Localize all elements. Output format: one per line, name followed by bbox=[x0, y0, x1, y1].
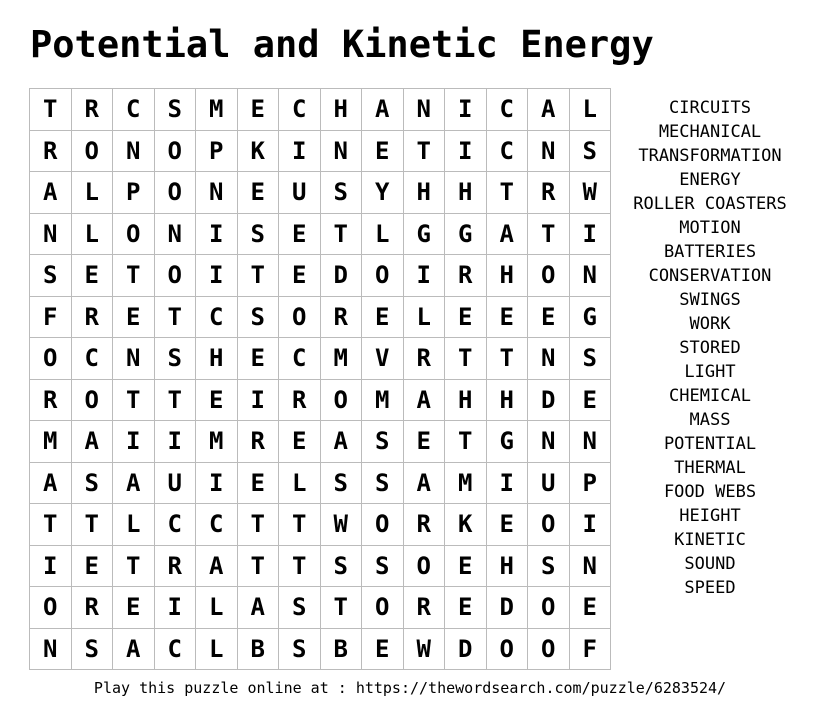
puzzle-title: Potential and Kinetic Energy bbox=[30, 23, 654, 66]
grid-cell[interactable]: E bbox=[238, 338, 280, 380]
grid-cell[interactable]: N bbox=[528, 131, 570, 173]
grid-cell[interactable]: E bbox=[445, 546, 487, 588]
grid-cell[interactable]: T bbox=[30, 504, 72, 546]
grid-cell[interactable]: U bbox=[155, 463, 197, 505]
grid-cell[interactable]: S bbox=[528, 546, 570, 588]
grid-cell[interactable]: H bbox=[487, 255, 529, 297]
grid-cell[interactable]: U bbox=[528, 463, 570, 505]
grid-cell[interactable]: N bbox=[196, 172, 238, 214]
grid-cell[interactable]: C bbox=[196, 504, 238, 546]
grid-cell[interactable]: S bbox=[30, 255, 72, 297]
grid-cell[interactable]: E bbox=[487, 297, 529, 339]
grid-cell[interactable]: O bbox=[528, 629, 570, 671]
letter-grid bbox=[29, 88, 611, 670]
grid-cell[interactable]: N bbox=[404, 89, 446, 131]
grid-cell[interactable]: T bbox=[72, 504, 114, 546]
grid-cell[interactable]: S bbox=[570, 338, 612, 380]
grid-cell[interactable]: I bbox=[487, 463, 529, 505]
grid-cell[interactable]: C bbox=[196, 297, 238, 339]
grid-cell[interactable]: D bbox=[528, 380, 570, 422]
grid-cell[interactable]: S bbox=[238, 214, 280, 256]
grid-cell[interactable]: I bbox=[238, 380, 280, 422]
grid-cell[interactable]: A bbox=[30, 172, 72, 214]
grid-cell[interactable]: N bbox=[113, 131, 155, 173]
grid-cell[interactable]: E bbox=[196, 380, 238, 422]
grid-cell[interactable]: H bbox=[445, 172, 487, 214]
word-list-item: FOOD WEBS bbox=[663, 482, 757, 502]
grid-cell[interactable]: E bbox=[570, 380, 612, 422]
grid-cell[interactable]: A bbox=[30, 463, 72, 505]
grid-cell[interactable]: T bbox=[487, 172, 529, 214]
grid-cell[interactable]: G bbox=[487, 421, 529, 463]
grid-cell[interactable]: K bbox=[445, 504, 487, 546]
grid-cell[interactable]: L bbox=[72, 214, 114, 256]
grid-cell[interactable]: T bbox=[321, 214, 363, 256]
grid-cell[interactable]: A bbox=[321, 421, 363, 463]
word-list-item: MECHANICAL bbox=[658, 122, 762, 142]
word-list-item: HEIGHT bbox=[679, 506, 741, 526]
grid-cell[interactable]: I bbox=[196, 255, 238, 297]
grid-cell[interactable]: M bbox=[362, 380, 404, 422]
word-list-item: POTENTIAL bbox=[663, 434, 757, 454]
grid-cell[interactable]: V bbox=[362, 338, 404, 380]
word-list-item: ROLLER COASTERS bbox=[633, 194, 787, 214]
grid-cell[interactable]: O bbox=[362, 504, 404, 546]
word-list-item: CHEMICAL bbox=[669, 386, 751, 406]
grid-cell[interactable]: G bbox=[570, 297, 612, 339]
grid-cell[interactable]: S bbox=[238, 297, 280, 339]
grid-cell[interactable]: C bbox=[155, 504, 197, 546]
word-list-item: KINETIC bbox=[674, 530, 746, 550]
grid-cell[interactable]: H bbox=[196, 338, 238, 380]
grid-cell[interactable]: W bbox=[321, 504, 363, 546]
grid-cell[interactable]: R bbox=[404, 504, 446, 546]
grid-cell[interactable]: A bbox=[238, 587, 280, 629]
grid-cell[interactable]: E bbox=[279, 421, 321, 463]
grid-cell[interactable]: C bbox=[487, 131, 529, 173]
grid-cell[interactable]: T bbox=[30, 89, 72, 131]
grid-cell[interactable]: T bbox=[487, 338, 529, 380]
grid-cell[interactable]: S bbox=[321, 546, 363, 588]
grid-cell[interactable]: T bbox=[113, 546, 155, 588]
grid-cell[interactable]: I bbox=[155, 587, 197, 629]
grid-cell[interactable]: A bbox=[113, 463, 155, 505]
grid-cell[interactable]: M bbox=[30, 421, 72, 463]
grid-cell[interactable]: W bbox=[570, 172, 612, 214]
grid-cell[interactable]: N bbox=[113, 338, 155, 380]
grid-cell[interactable]: R bbox=[30, 380, 72, 422]
grid-cell[interactable]: O bbox=[321, 380, 363, 422]
grid-cell[interactable]: T bbox=[404, 131, 446, 173]
grid-cell[interactable]: O bbox=[528, 504, 570, 546]
grid-cell[interactable]: F bbox=[30, 297, 72, 339]
grid-cell[interactable]: T bbox=[528, 214, 570, 256]
grid-cell[interactable]: O bbox=[155, 172, 197, 214]
grid-cell[interactable]: N bbox=[321, 131, 363, 173]
grid-cell[interactable]: T bbox=[238, 504, 280, 546]
word-list-item: SWINGS bbox=[679, 290, 741, 310]
grid-cell[interactable]: C bbox=[155, 629, 197, 671]
word-list-item: SPEED bbox=[684, 578, 736, 598]
grid-cell[interactable]: C bbox=[487, 89, 529, 131]
grid-cell[interactable]: R bbox=[404, 587, 446, 629]
grid-cell[interactable]: K bbox=[238, 131, 280, 173]
grid-cell[interactable]: Y bbox=[362, 172, 404, 214]
grid-cell[interactable]: E bbox=[404, 421, 446, 463]
grid-cell[interactable]: S bbox=[279, 629, 321, 671]
grid-cell[interactable]: E bbox=[528, 297, 570, 339]
grid-cell[interactable]: N bbox=[30, 629, 72, 671]
grid-cell[interactable]: T bbox=[113, 255, 155, 297]
grid-cell[interactable]: N bbox=[528, 421, 570, 463]
grid-cell[interactable]: G bbox=[445, 214, 487, 256]
grid-cell[interactable]: R bbox=[404, 338, 446, 380]
word-list-item: TRANSFORMATION bbox=[638, 146, 782, 166]
grid-cell[interactable]: T bbox=[113, 380, 155, 422]
word-list-item: MOTION bbox=[679, 218, 741, 238]
grid-cell[interactable]: S bbox=[155, 89, 197, 131]
grid-cell[interactable]: M bbox=[321, 338, 363, 380]
grid-cell[interactable]: L bbox=[72, 172, 114, 214]
grid-cell[interactable]: I bbox=[404, 255, 446, 297]
grid-cell[interactable]: B bbox=[321, 629, 363, 671]
grid-cell[interactable]: R bbox=[155, 546, 197, 588]
grid-cell[interactable]: M bbox=[196, 421, 238, 463]
grid-cell[interactable]: A bbox=[113, 629, 155, 671]
grid-cell[interactable]: O bbox=[155, 131, 197, 173]
word-list-item: CIRCUITS bbox=[669, 98, 751, 118]
grid-cell[interactable]: S bbox=[362, 421, 404, 463]
grid-cell[interactable]: H bbox=[445, 380, 487, 422]
grid-cell[interactable]: C bbox=[113, 89, 155, 131]
grid-cell[interactable]: L bbox=[570, 89, 612, 131]
grid-cell[interactable]: R bbox=[72, 89, 114, 131]
grid-cell[interactable]: E bbox=[445, 297, 487, 339]
grid-cell[interactable]: O bbox=[30, 587, 72, 629]
grid-cell[interactable]: A bbox=[487, 214, 529, 256]
grid-cell[interactable]: N bbox=[570, 255, 612, 297]
grid-cell[interactable]: S bbox=[72, 463, 114, 505]
grid-cell[interactable]: I bbox=[113, 421, 155, 463]
grid-cell[interactable]: N bbox=[155, 214, 197, 256]
grid-cell[interactable]: O bbox=[113, 214, 155, 256]
grid-cell[interactable]: S bbox=[155, 338, 197, 380]
grid-cell[interactable]: R bbox=[528, 172, 570, 214]
grid-cell[interactable]: I bbox=[279, 131, 321, 173]
grid-cell[interactable]: T bbox=[445, 421, 487, 463]
grid-cell[interactable]: P bbox=[113, 172, 155, 214]
word-list-item: THERMAL bbox=[674, 458, 746, 478]
word-list-item: BATTERIES bbox=[663, 242, 757, 262]
grid-cell[interactable]: O bbox=[528, 255, 570, 297]
word-list-item: STORED bbox=[679, 338, 741, 358]
grid-cell[interactable]: I bbox=[570, 214, 612, 256]
grid-cell[interactable]: A bbox=[196, 546, 238, 588]
grid-cell[interactable]: L bbox=[113, 504, 155, 546]
grid-cell[interactable]: A bbox=[404, 463, 446, 505]
grid-cell[interactable]: H bbox=[487, 546, 529, 588]
grid-cell[interactable]: O bbox=[279, 297, 321, 339]
grid-cell[interactable]: A bbox=[404, 380, 446, 422]
grid-cell[interactable]: H bbox=[404, 172, 446, 214]
grid-cell[interactable]: O bbox=[487, 629, 529, 671]
grid-cell[interactable]: T bbox=[238, 546, 280, 588]
grid-cell[interactable]: R bbox=[279, 380, 321, 422]
grid-cell[interactable]: I bbox=[570, 504, 612, 546]
grid-cell[interactable]: F bbox=[570, 629, 612, 671]
grid-cell[interactable]: L bbox=[196, 629, 238, 671]
grid-cell[interactable]: A bbox=[362, 89, 404, 131]
grid-cell[interactable]: L bbox=[196, 587, 238, 629]
grid-cell[interactable]: S bbox=[72, 629, 114, 671]
grid-cell[interactable]: N bbox=[528, 338, 570, 380]
grid-cell[interactable]: A bbox=[528, 89, 570, 131]
grid-cell[interactable]: E bbox=[362, 629, 404, 671]
grid-cell[interactable]: O bbox=[528, 587, 570, 629]
grid-cell[interactable]: E bbox=[238, 172, 280, 214]
grid-cell[interactable]: I bbox=[30, 546, 72, 588]
grid-cell[interactable]: O bbox=[362, 255, 404, 297]
word-list-item: CONSERVATION bbox=[648, 266, 772, 286]
grid-cell[interactable]: C bbox=[279, 338, 321, 380]
grid-cell[interactable]: S bbox=[570, 131, 612, 173]
grid-cell[interactable]: S bbox=[321, 463, 363, 505]
grid-cell[interactable]: I bbox=[196, 463, 238, 505]
grid-cell[interactable]: I bbox=[196, 214, 238, 256]
grid-cell[interactable]: E bbox=[487, 504, 529, 546]
grid-cell[interactable]: H bbox=[321, 89, 363, 131]
grid-cell[interactable]: O bbox=[72, 131, 114, 173]
word-list-item: ENERGY bbox=[679, 170, 741, 190]
grid-cell[interactable]: E bbox=[362, 131, 404, 173]
grid-cell[interactable]: E bbox=[570, 587, 612, 629]
grid-cell[interactable]: O bbox=[72, 380, 114, 422]
grid-cell[interactable]: A bbox=[72, 421, 114, 463]
grid-cell[interactable]: R bbox=[321, 297, 363, 339]
grid-cell[interactable]: R bbox=[72, 297, 114, 339]
grid-cell[interactable]: O bbox=[404, 546, 446, 588]
grid-cell[interactable]: C bbox=[279, 89, 321, 131]
grid-cell[interactable]: T bbox=[445, 338, 487, 380]
grid-cell[interactable]: T bbox=[155, 297, 197, 339]
word-list-item: WORK bbox=[689, 314, 731, 334]
grid-cell[interactable]: L bbox=[404, 297, 446, 339]
grid-cell[interactable]: O bbox=[155, 255, 197, 297]
grid-cell[interactable]: D bbox=[321, 255, 363, 297]
word-list-item: MASS bbox=[689, 410, 731, 430]
grid-cell[interactable]: E bbox=[113, 297, 155, 339]
grid-cell[interactable]: T bbox=[155, 380, 197, 422]
grid-cell[interactable]: E bbox=[238, 89, 280, 131]
grid-cell[interactable]: S bbox=[279, 587, 321, 629]
grid-cell[interactable]: M bbox=[196, 89, 238, 131]
grid-cell[interactable]: E bbox=[279, 255, 321, 297]
grid-cell[interactable]: T bbox=[238, 255, 280, 297]
grid-cell[interactable]: O bbox=[30, 338, 72, 380]
grid-cell[interactable]: R bbox=[445, 255, 487, 297]
grid-cell[interactable]: I bbox=[445, 131, 487, 173]
grid-cell[interactable]: I bbox=[155, 421, 197, 463]
grid-cell[interactable]: N bbox=[30, 214, 72, 256]
grid-cell[interactable]: O bbox=[362, 587, 404, 629]
grid-cell[interactable]: R bbox=[238, 421, 280, 463]
grid-cell[interactable]: E bbox=[113, 587, 155, 629]
grid-cell[interactable]: L bbox=[279, 463, 321, 505]
grid-cell[interactable]: L bbox=[362, 214, 404, 256]
grid-cell[interactable]: B bbox=[238, 629, 280, 671]
grid-cell[interactable]: E bbox=[72, 546, 114, 588]
grid-cell[interactable]: S bbox=[362, 546, 404, 588]
grid-cell[interactable]: T bbox=[279, 546, 321, 588]
word-list bbox=[620, 96, 800, 600]
grid-cell[interactable]: T bbox=[279, 504, 321, 546]
grid-cell[interactable]: E bbox=[362, 297, 404, 339]
grid-cell[interactable]: M bbox=[445, 463, 487, 505]
grid-cell[interactable]: W bbox=[404, 629, 446, 671]
grid-cell[interactable]: I bbox=[445, 89, 487, 131]
grid-cell[interactable]: E bbox=[279, 214, 321, 256]
grid-cell[interactable]: S bbox=[362, 463, 404, 505]
grid-cell[interactable]: E bbox=[72, 255, 114, 297]
grid-cell[interactable]: E bbox=[445, 587, 487, 629]
grid-cell[interactable]: T bbox=[321, 587, 363, 629]
footer-text: Play this puzzle online at : https://thewordsearch.com/puzzle/6283524/ bbox=[93, 679, 727, 697]
grid-cell[interactable]: D bbox=[445, 629, 487, 671]
word-list-item: SOUND bbox=[684, 554, 736, 574]
grid-cell[interactable]: D bbox=[487, 587, 529, 629]
grid-cell[interactable]: P bbox=[196, 131, 238, 173]
grid-cell[interactable]: R bbox=[72, 587, 114, 629]
grid-cell[interactable]: E bbox=[238, 463, 280, 505]
grid-cell[interactable]: N bbox=[570, 546, 612, 588]
grid-cell[interactable]: P bbox=[570, 463, 612, 505]
grid-cell[interactable]: C bbox=[72, 338, 114, 380]
grid-cell[interactable]: S bbox=[321, 172, 363, 214]
grid-cell[interactable]: H bbox=[487, 380, 529, 422]
word-list-item: LIGHT bbox=[684, 362, 736, 382]
grid-cell[interactable]: U bbox=[279, 172, 321, 214]
grid-cell[interactable]: N bbox=[570, 421, 612, 463]
grid-cell[interactable]: R bbox=[30, 131, 72, 173]
grid-cell[interactable]: G bbox=[404, 214, 446, 256]
